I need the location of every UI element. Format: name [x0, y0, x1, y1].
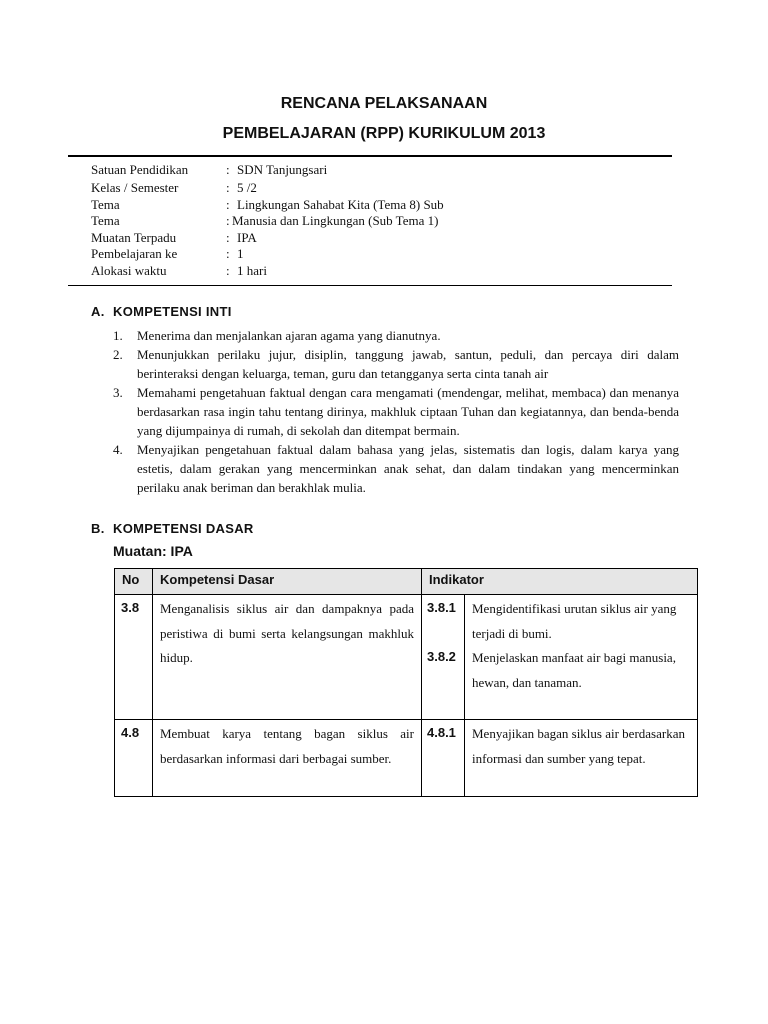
column-header-kompetensi-dasar: Kompetensi Dasar: [153, 569, 422, 595]
document-title-line-2: PEMBELAJARAN (RPP) KURIKULUM 2013: [222, 125, 546, 142]
indicator-text: Menjelaskan manfaat air bagi manusia, hewan, dan tanaman.: [472, 650, 676, 690]
identity-separator: :: [226, 263, 230, 278]
identity-label: Satuan Pendidikan: [91, 162, 189, 177]
list-item-number: 2.: [113, 347, 123, 362]
muatan-subheading: Muatan: IPA: [113, 543, 193, 559]
indicator-text: Mengidentifikasi urutan siklus air yang terjadi di bumi.: [472, 601, 677, 641]
identity-value: IPA: [237, 230, 257, 245]
identity-separator: :: [226, 213, 230, 228]
indicator-cell: [422, 595, 698, 720]
column-header-no: No: [115, 569, 153, 595]
section-b-heading: [91, 521, 254, 536]
list-item-text: Menyajikan pengetahuan faktual dalam bahasa yang jelas, sistematis dan logis, dalam karya yang estetis, dalam gerakan yang mencerminkan anak sehat, dan dalam tindakan yang mencerminkan perilaku anak beriman dan berakhlak mulia.: [137, 442, 679, 495]
list-item-text: Memahami pengetahuan faktual dengan cara mengamati (mendengar, melihat, membaca) dan menanya berdasarkan rasa ingin tahu tentang dirinya, makhluk ciptaan Tuhan dan kegiatannya, dan benda-benda yang dijumpainya di rumah, di sekolah dan ditempat bermain.: [137, 385, 679, 438]
indicator-group: [422, 720, 697, 796]
table-row: [115, 595, 698, 720]
identity-separator: :: [226, 162, 230, 177]
identity-label: Tema: [91, 213, 120, 228]
section-b-title: KOMPETENSI DASAR: [113, 521, 254, 536]
list-item-number: 4.: [113, 442, 123, 457]
kompetensi-inti-list: [113, 326, 679, 497]
identity-value: 1 hari: [237, 263, 267, 278]
indicator-number: 3.8.2: [427, 649, 456, 664]
indicator-texts: [464, 595, 697, 719]
list-item-text: Menerima dan menjalankan ajaran agama yang dianutnya.: [137, 328, 441, 343]
identity-value: Manusia dan Lingkungan (Sub Tema 1): [232, 213, 439, 228]
list-item: [113, 383, 679, 440]
kd-description: Membuat karya tentang bagan siklus air berdasarkan informasi dari berbagai sumber.: [153, 720, 422, 797]
section-a-number: A.: [91, 304, 105, 319]
table-row: [115, 720, 698, 797]
column-header-indikator: Indikator: [422, 569, 698, 595]
kd-description: Menganalisis siklus air dan dampaknya pada peristiwa di bumi serta kelangsungan makhluk hidup.: [153, 595, 422, 720]
list-item-number: 3.: [113, 385, 123, 400]
identity-label: Tema: [91, 197, 120, 212]
identity-separator: :: [226, 197, 230, 212]
list-item-number: 1.: [113, 328, 123, 343]
indicator-text: Menyajikan bagan siklus air berdasarkan informasi dan sumber yang tepat.: [472, 726, 685, 766]
indicator-numbers: [422, 720, 464, 796]
identity-bottom-rule: [68, 285, 672, 286]
identity-label: Alokasi waktu: [91, 263, 167, 278]
list-item: [113, 440, 679, 497]
identity-value: 5 /2: [237, 180, 257, 195]
indicator-number: 4.8.1: [427, 725, 456, 740]
list-item: [113, 326, 679, 345]
section-b-number: B.: [91, 521, 105, 536]
indicator-texts: [464, 720, 697, 796]
indicator-numbers: [422, 595, 464, 719]
identity-value: Lingkungan Sahabat Kita (Tema 8) Sub: [237, 197, 444, 212]
identity-label: Pembelajaran ke: [91, 246, 178, 261]
section-a-title: KOMPETENSI INTI: [113, 304, 232, 319]
indicator-number: 3.8.1: [427, 600, 456, 615]
identity-value: 1: [237, 246, 244, 261]
identity-separator: :: [226, 180, 230, 195]
table-header-row: [115, 569, 698, 595]
document-title-line-1: RENCANA PELAKSANAAN: [280, 95, 488, 112]
identity-separator: :: [226, 246, 230, 261]
identity-separator: :: [226, 230, 230, 245]
identity-top-rule: [68, 155, 672, 157]
kd-number: 4.8: [115, 720, 153, 797]
identity-value: SDN Tanjungsari: [237, 162, 328, 177]
identity-label: Muatan Terpadu: [91, 230, 177, 245]
indicator-group: [422, 595, 697, 719]
list-item-text: Menunjukkan perilaku jujur, disiplin, tanggung jawab, santun, peduli, dan percaya diri dalam berinteraksi dengan keluarga, teman, guru dan tetangganya serta cinta tanah air: [137, 347, 679, 381]
section-a-heading: [91, 304, 232, 319]
kd-number: 3.8: [115, 595, 153, 720]
indicator-cell: [422, 720, 698, 797]
kompetensi-dasar-table: [114, 568, 698, 797]
list-item: [113, 345, 679, 383]
identity-label: Kelas / Semester: [91, 180, 179, 195]
